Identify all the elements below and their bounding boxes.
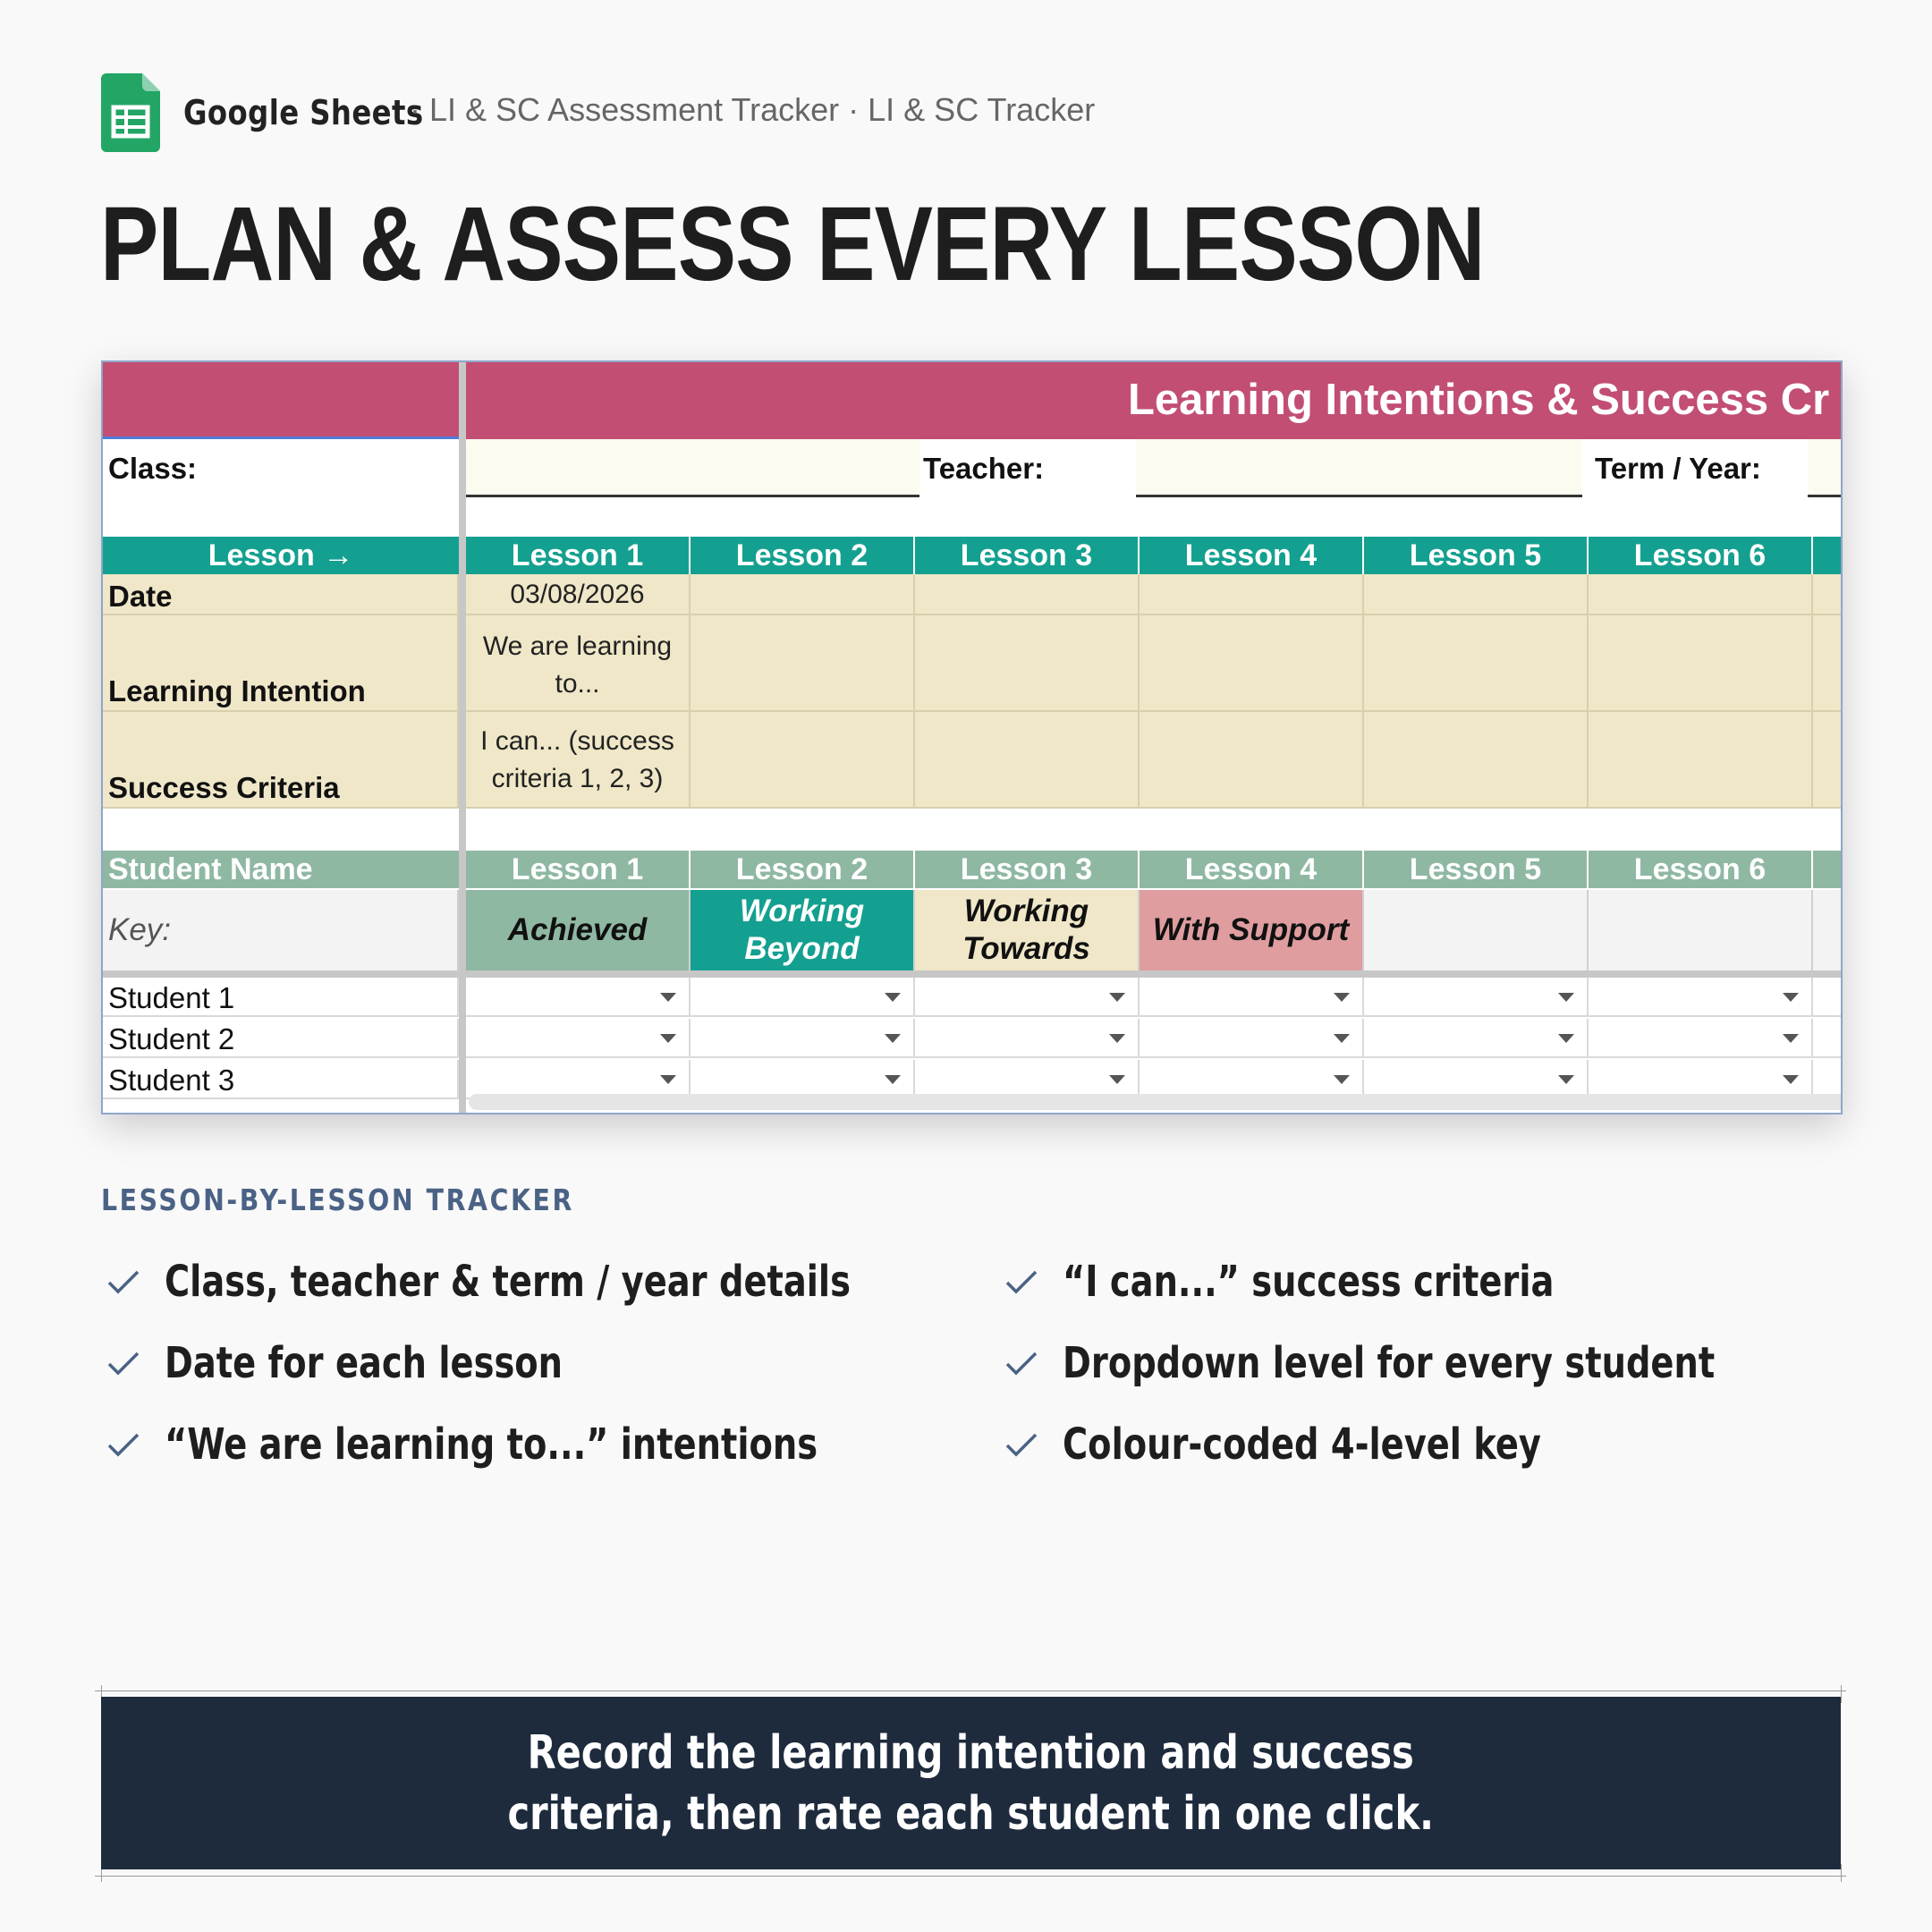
dropdown-caret-icon[interactable] [1783, 993, 1799, 1002]
student-lesson-header-overflow[interactable] [1813, 851, 1843, 888]
level-dropdown[interactable] [1364, 978, 1589, 1017]
feature-item [106, 1338, 662, 1388]
learning-intention-label: Learning Intention [108, 674, 366, 708]
student-name: Student 3 [108, 1063, 235, 1097]
feature-item [106, 1257, 1022, 1307]
check-icon [1004, 1429, 1039, 1460]
date-cell-2[interactable] [691, 574, 915, 615]
dropdown-caret-icon[interactable] [1558, 1034, 1574, 1043]
banner-left-cell[interactable] [103, 362, 459, 439]
lesson-header-4[interactable]: Lesson 4 [1140, 537, 1362, 574]
date-cell-3[interactable] [915, 574, 1140, 615]
dropdown-caret-icon[interactable] [1783, 1034, 1799, 1043]
date-cell-1[interactable] [466, 574, 691, 615]
level-dropdown-overflow[interactable] [1813, 978, 1843, 1017]
footer-line-2: criteria, then rate each student in one click. [507, 1786, 1435, 1841]
sc-value: I can... (success criteria 1, 2, 3) [480, 726, 674, 793]
dropdown-caret-icon[interactable] [1558, 993, 1574, 1002]
lesson-header-3[interactable]: Lesson 3 [915, 537, 1138, 574]
key-working-beyond: Working Beyond [691, 890, 915, 970]
student-lesson-header-6[interactable]: Lesson 6 [1589, 851, 1811, 888]
feature-item [1004, 1257, 1677, 1307]
level-dropdown[interactable] [1140, 1019, 1364, 1058]
date-value: 03/08/2026 [510, 580, 645, 609]
check-icon [106, 1429, 141, 1460]
dropdown-caret-icon[interactable] [1334, 1075, 1350, 1084]
dropdown-caret-icon[interactable] [660, 993, 676, 1002]
student-name: Student 1 [108, 981, 235, 1014]
level-dropdown[interactable] [691, 1019, 915, 1058]
level-dropdown[interactable] [466, 978, 691, 1017]
student-name: Student 2 [108, 1022, 235, 1055]
student-name-cell[interactable] [103, 1060, 459, 1099]
sc-row-label-cell[interactable] [103, 712, 459, 809]
level-dropdown[interactable] [1140, 978, 1364, 1017]
key-empty-5 [1364, 890, 1589, 970]
lesson-header-2[interactable]: Lesson 2 [691, 537, 913, 574]
date-cell-overflow[interactable] [1813, 574, 1843, 615]
level-dropdown[interactable] [1364, 1019, 1589, 1058]
key-with-support: With Support [1140, 890, 1364, 970]
date-cell-6[interactable] [1589, 574, 1813, 615]
sc-cell-6[interactable] [1589, 712, 1813, 809]
feature-item [1004, 1419, 1661, 1470]
sc-cell-3[interactable] [915, 712, 1140, 809]
key-working-towards: Working Towards [915, 890, 1140, 970]
teacher-input[interactable] [1136, 439, 1582, 497]
crop-mark [95, 1876, 1846, 1877]
dropdown-caret-icon[interactable] [1109, 993, 1125, 1002]
dropdown-caret-icon[interactable] [885, 1075, 901, 1084]
feature-text: Date for each lesson [165, 1338, 564, 1388]
dropdown-caret-icon[interactable] [660, 1034, 676, 1043]
horizontal-scrollbar[interactable] [469, 1094, 1843, 1110]
teacher-label: Teacher: [923, 452, 1045, 485]
key-label: Key: [103, 890, 459, 970]
check-icon [106, 1267, 141, 1297]
google-sheets-icon [101, 73, 160, 152]
class-input[interactable] [466, 439, 919, 497]
success-criteria-label: Success Criteria [108, 771, 340, 804]
spreadsheet-preview [101, 360, 1843, 1114]
li-cell-5[interactable] [1364, 615, 1589, 712]
level-dropdown[interactable] [1589, 978, 1813, 1017]
sc-cell-1[interactable] [466, 712, 691, 809]
li-cell-6[interactable] [1589, 615, 1813, 712]
dropdown-caret-icon[interactable] [1109, 1075, 1125, 1084]
lesson-arrow-header[interactable]: Lesson → [103, 537, 459, 574]
student-name-cell[interactable] [103, 1019, 459, 1058]
sc-cell-5[interactable] [1364, 712, 1589, 809]
lesson-header-6[interactable]: Lesson 6 [1589, 537, 1811, 574]
key-achieved: Achieved [466, 890, 691, 970]
feature-item [1004, 1338, 1877, 1388]
frozen-row-divider[interactable] [103, 970, 1843, 978]
date-cell-4[interactable] [1140, 574, 1364, 615]
li-cell-2[interactable] [691, 615, 915, 712]
student-name-header[interactable]: Student Name [103, 851, 459, 888]
check-icon [1004, 1348, 1039, 1378]
feature-text: Dropdown level for every student [1063, 1338, 1716, 1388]
breadcrumb: · LI & SC Assessment Tracker · LI & SC Tracker [410, 91, 1096, 128]
term-year-label: Term / Year: [1595, 452, 1761, 485]
student-lesson-header-4[interactable]: Lesson 4 [1140, 851, 1362, 888]
sc-cell-overflow[interactable] [1813, 712, 1843, 809]
feature-text: Colour-coded 4-level key [1063, 1419, 1541, 1470]
level-dropdown[interactable] [691, 978, 915, 1017]
dropdown-caret-icon[interactable] [1109, 1034, 1125, 1043]
dropdown-caret-icon[interactable] [1334, 993, 1350, 1002]
li-row-label-cell[interactable] [103, 615, 459, 712]
level-dropdown-overflow[interactable] [1813, 1019, 1843, 1058]
dropdown-caret-icon[interactable] [1783, 1075, 1799, 1084]
section-label: LESSON-BY-LESSON TRACKER [101, 1182, 574, 1217]
dropdown-caret-icon[interactable] [660, 1075, 676, 1084]
feature-item [106, 1419, 981, 1470]
dropdown-caret-icon[interactable] [885, 1034, 901, 1043]
li-value: We are learning to... [482, 631, 673, 699]
lesson-header-1[interactable]: Lesson 1 [466, 537, 689, 574]
key-empty-overflow [1813, 890, 1843, 970]
page-title: PLAN & ASSESS EVERY LESSON [100, 185, 1485, 303]
dropdown-caret-icon[interactable] [1334, 1034, 1350, 1043]
key-empty-6 [1589, 890, 1813, 970]
li-cell-1[interactable] [466, 615, 691, 712]
level-dropdown[interactable] [915, 978, 1140, 1017]
frozen-column-divider[interactable] [459, 362, 466, 1114]
class-label: Class: [108, 452, 198, 485]
level-dropdown[interactable] [1589, 1019, 1813, 1058]
lesson-header-overflow[interactable] [1813, 537, 1843, 574]
check-icon [106, 1348, 141, 1378]
date-cell-5[interactable] [1364, 574, 1589, 615]
crop-mark [1841, 1864, 1842, 1882]
date-row-label-cell[interactable] [103, 574, 459, 615]
term-year-input[interactable] [1808, 439, 1843, 497]
student-lesson-header-2[interactable]: Lesson 2 [691, 851, 913, 888]
student-lesson-header-3[interactable]: Lesson 3 [915, 851, 1138, 888]
crop-mark [1841, 1685, 1842, 1703]
crop-mark [95, 1690, 1846, 1691]
feature-text: Class, teacher & term / year details [165, 1257, 851, 1307]
feature-text: “I can...” success criteria [1063, 1257, 1555, 1307]
footer-line-1: Record the learning intention and success [527, 1725, 1415, 1780]
app-name: Google Sheets [183, 93, 424, 132]
feature-text: “We are learning to...” intentions [165, 1419, 818, 1470]
dropdown-caret-icon[interactable] [885, 993, 901, 1002]
footer-text [508, 1723, 1435, 1844]
date-label: Date [108, 580, 173, 613]
student-name-cell[interactable] [103, 978, 459, 1017]
sc-cell-2[interactable] [691, 712, 915, 809]
sheet-banner-title: Learning Intentions & Success Cr [1128, 376, 1830, 424]
footer-banner [101, 1697, 1841, 1869]
level-dropdown[interactable] [915, 1019, 1140, 1058]
li-cell-overflow[interactable] [1813, 615, 1843, 712]
level-dropdown[interactable] [466, 1019, 691, 1058]
student-lesson-header-5[interactable]: Lesson 5 [1364, 851, 1587, 888]
li-cell-3[interactable] [915, 615, 1140, 712]
student-lesson-header-1[interactable]: Lesson 1 [466, 851, 689, 888]
lesson-header-5[interactable]: Lesson 5 [1364, 537, 1587, 574]
li-cell-4[interactable] [1140, 615, 1364, 712]
dropdown-caret-icon[interactable] [1558, 1075, 1574, 1084]
sc-cell-4[interactable] [1140, 712, 1364, 809]
check-icon [1004, 1267, 1039, 1297]
